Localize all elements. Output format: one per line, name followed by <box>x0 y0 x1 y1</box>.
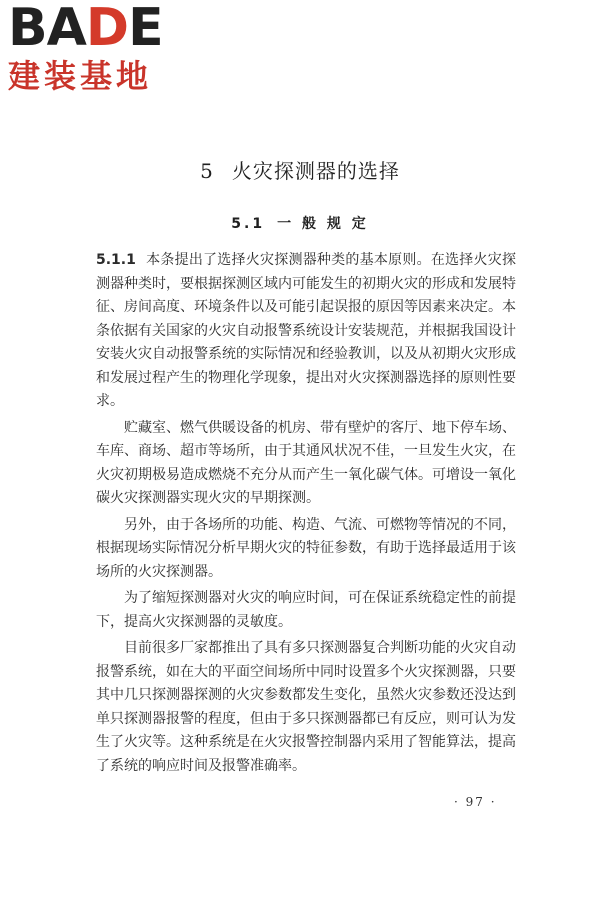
brand-part1: BA <box>8 0 86 58</box>
brand-part2: E <box>128 0 163 58</box>
paragraph-1 <box>96 249 516 414</box>
paragraph-1-text: 本条提出了选择火灾探测器种类的基本原则。在选择火灾探测器种类时，要根据探测区域内可能发生的初期火灾的形成和发展特征、房间高度、环境条件以及可能引起误报的原因等因素来决定。本条依据有关国家的火灾自动报警系统设计安装规范，并根据我国设计安装火灾自动报警系统的实际情况和经验教训，以及从初期火灾形成和发展过程产生的物理化学现象，提出对火灾探测器选择的原则性要求。 <box>96 252 516 409</box>
section-number: 5.1 <box>231 216 266 232</box>
section-title <box>0 213 600 233</box>
section-title-text: 一 般 规 定 <box>277 216 369 232</box>
chapter-number: 5 <box>200 159 214 183</box>
page-number: · 97 · <box>454 795 497 809</box>
chapter-title <box>0 155 600 184</box>
brand-accent: D <box>85 0 129 58</box>
chapter-title-text: 火灾探测器的选择 <box>231 159 400 183</box>
clause-number: 5.1.1 <box>96 252 136 268</box>
brand-watermark <box>8 2 178 94</box>
brand-logo-text <box>8 0 178 58</box>
paragraph-4: 为了缩短探测器对火灾的响应时间，可在保证系统稳定性的前提下，提高火灾探测器的灵敏度。 <box>96 590 516 630</box>
body-text <box>96 249 516 781</box>
paragraph-3: 另外，由于各场所的功能、构造、气流、可燃物等情况的不同，根据现场实际情况分析早期火灾的特征参数，有助于选择最适用于该场所的火灾探测器。 <box>96 516 516 580</box>
brand-subtitle: 建装基地 <box>8 57 153 95</box>
paragraph-2: 贮藏室、燃气供暖设备的机房、带有壁炉的客厅、地下停车场、车库、商场、超市等场所，由于其通风状况不佳，一旦发生火灾，在火灾初期极易造成燃烧不充分从而产生一氧化碳气体。可增设一氧化碳火灾探测器实现火灾的早期探测。 <box>96 419 516 506</box>
paragraph-5: 目前很多厂家都推出了具有多只探测器复合判断功能的火灾自动报警系统，如在大的平面空间场所中同时设置多个火灾探测器，只要其中几只探测器探测的火灾参数都发生变化，虽然火灾参数还没达到单只探测器报警的程度，但由于多只探测器都已有反应，则可认为发生了火灾等。这种系统是在火灾报警控制器内采用了智能算法，提高了系统的响应时间及报警准确率。 <box>96 640 516 774</box>
